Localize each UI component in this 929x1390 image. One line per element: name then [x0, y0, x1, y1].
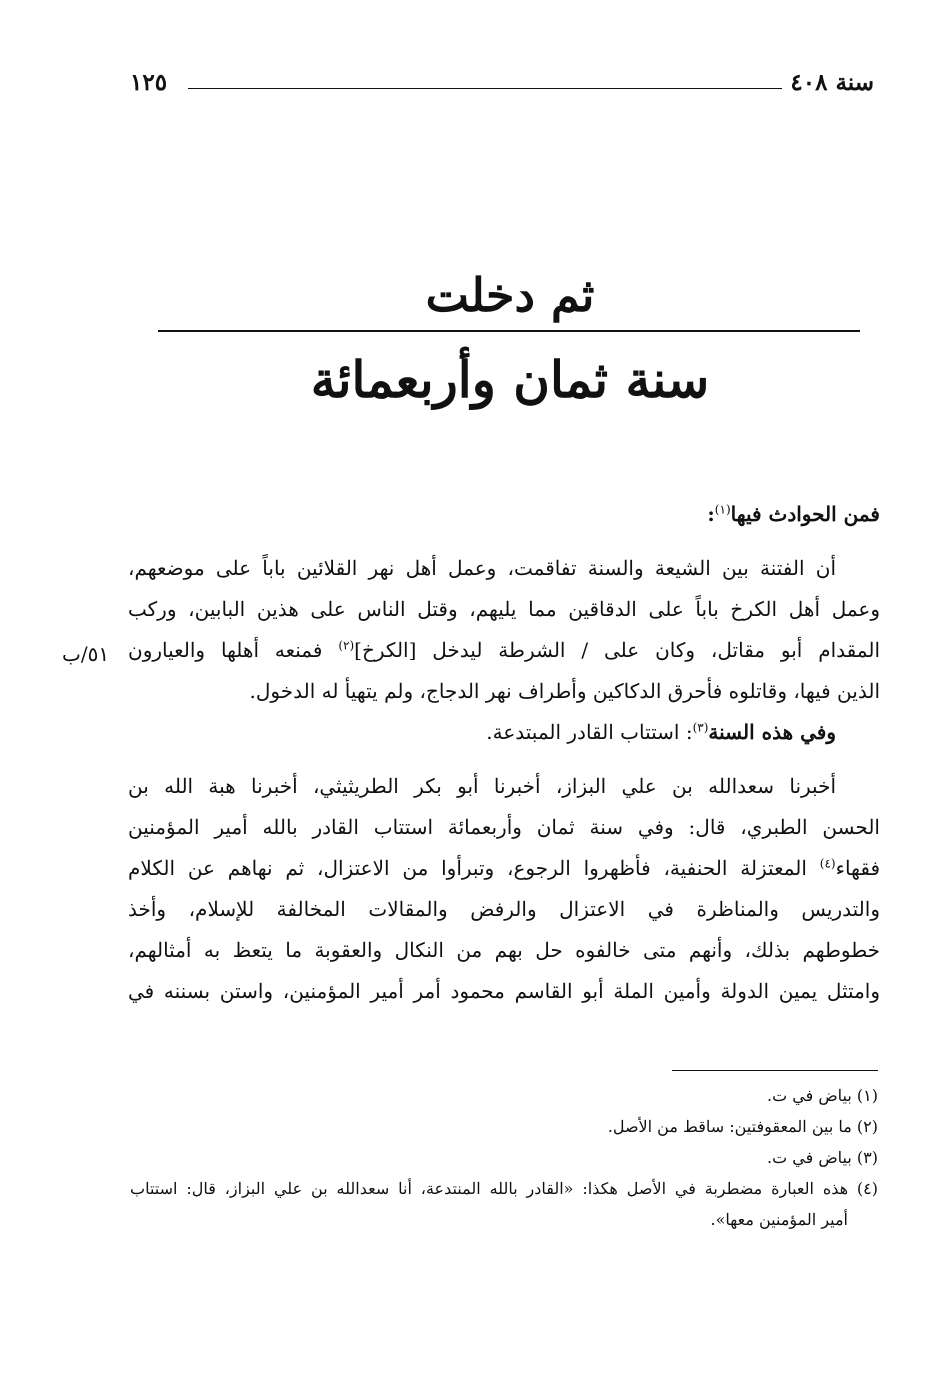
chapter-title-main: سنة ثمان وأربعمائة [310, 350, 710, 409]
footnote: (٤) هذه العبارة مضطربة في الأصل هكذا: «القادر بالله المنتدعة، أنا سعدالله بن علي البزاز، قال: استتاب [130, 1179, 878, 1198]
footnote-ref-4: (٤) [819, 856, 836, 871]
paragraph-line-part: المعتزلة الحنفية، فأظهروا الرجوع، وتبرأوا من الاعتزال، ثم نهاهم عن الكلام [128, 856, 807, 880]
footnote: (٣) بياض في ت. [767, 1148, 878, 1167]
footnotes [130, 1080, 878, 1235]
footnote: (٢) ما بين المعقوفتين: ساقط من الأصل. [607, 1117, 878, 1136]
paragraph-line: والتدريس والمناظرة في الاعتزال والرفض والمقالات المخالفة للإسلام، وأخذ [128, 897, 880, 921]
running-header [130, 66, 874, 100]
paragraph-line: وعمل أهل الكرخ باباً على الدقاقين مما يليهم، وقتل الناس على هذين البابين، وركب [128, 597, 880, 621]
section-heading-events [128, 494, 880, 535]
section-heading-year [128, 712, 880, 753]
page-number: ١٢٥ [130, 69, 168, 96]
heading-events-label: فمن الحوادث فيها [730, 502, 880, 526]
heading-events-colon: : [707, 502, 715, 526]
running-header-rule [188, 88, 782, 89]
paragraph-line-part: المقدام أبو مقاتل، وكان على / الشرطة ليدخل [الكرخ] [354, 638, 880, 662]
paragraph-line-part: فقهاء [835, 856, 880, 880]
footnote-continuation: أمير المؤمنين معها». [710, 1210, 848, 1229]
paragraph-line [128, 848, 880, 889]
paragraph-line: أخبرنا سعدالله بن علي البزاز، أخبرنا أبو بكر الطريثيثي، أخبرنا هبة الله بن [128, 774, 836, 798]
footnote-ref-2: (٢) [338, 638, 355, 653]
manuscript-folio-note: ٥١/ب [62, 642, 110, 666]
footnote: (١) بياض في ت. [767, 1086, 878, 1105]
heading-year-text: : استتاب القادر المبتدعة. [486, 720, 693, 744]
paragraph-line: خطوطهم بذلك، وأنهم متى خالفوه حل بهم من النكال والعقوبة ما يتعظ به أمثالهم، [128, 938, 880, 962]
paragraph-line: الحسن الطبري، قال: وفي سنة ثمان وأربعمائة استتاب القادر بالله أمير المؤمنين [128, 815, 880, 839]
paragraph-line: الذين فيها، وقاتلوه فأحرق الدكاكين وأطراف نهر الدجاج، ولم يتهيأ له الدخول. [249, 679, 880, 703]
paragraph-line: أن الفتنة بين الشيعة والسنة تفاقمت، وعمل أهل نهر القلائين باباً على موضعهم، [128, 556, 836, 580]
paragraph-line: وامتثل يمين الدولة وأمين الملة أبو القاسم محمود أمر أمير المؤمنين، واستن بسننه في [128, 979, 880, 1003]
running-header-section: سنة ٤٠٨ [790, 69, 874, 96]
footnote-divider [672, 1070, 878, 1071]
paragraph-line [128, 630, 880, 671]
title-divider [158, 330, 860, 332]
footnote-ref-1: (١) [714, 502, 731, 517]
body-text [128, 494, 880, 1012]
paragraph-line-part: فمنعه أهلها والعيارون [128, 638, 323, 662]
heading-year-label: وفي هذه السنة [708, 720, 836, 744]
footnote-ref-3: (٣) [692, 720, 709, 735]
chapter-title-top: ثم دخلت [425, 268, 595, 322]
